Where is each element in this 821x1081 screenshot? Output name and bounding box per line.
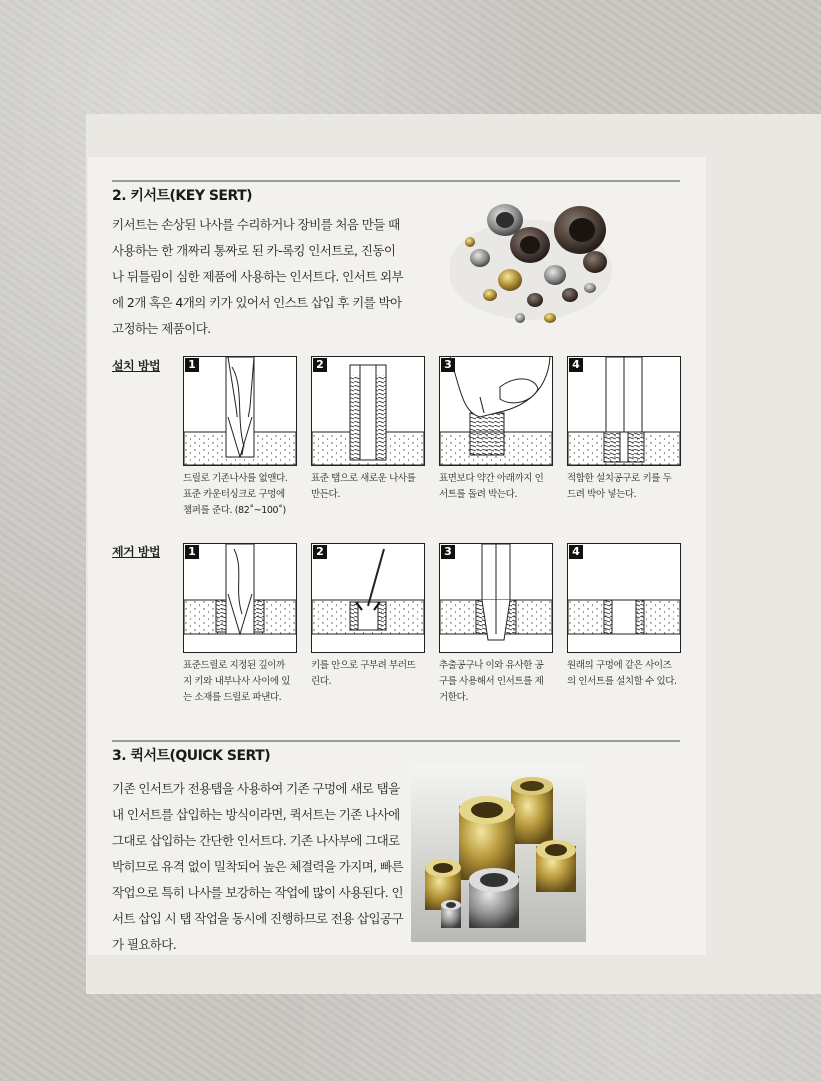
section-paragraph: 키서트는 손상된 나사를 수리하거나 장비를 처음 만들 때 사용하는 한 개짜리 통짜로 된 카-록킹 인서트로, 진동이 나 뒤틀림이 심한 제품에 사용하는 인서트다. 인서트 외부 에 2개 혹은 4개의 키가 있어서 인스트 삽입 후 키를 박아 고정하는 제품이다. xyxy=(112,217,403,336)
install-step-3-caption: 표면보다 약간 아래까지 인 서트를 돌려 박는다. xyxy=(439,473,544,500)
step-number-badge: 1 xyxy=(185,358,199,372)
install-step-2-caption: 표준 탭으로 새로운 나사를 만든다. xyxy=(311,473,416,500)
install-step-2-figure xyxy=(311,356,425,466)
section-divider xyxy=(112,180,680,182)
removal-step-4-figure xyxy=(567,543,681,653)
removal-step-2-figure xyxy=(311,543,425,653)
step-number-badge: 1 xyxy=(185,545,199,559)
removal-step-1-figure xyxy=(183,543,297,653)
install-step-4-figure xyxy=(567,356,681,466)
install-step-3-figure xyxy=(439,356,553,466)
section-heading: 2. 키서트(KEY SERT) xyxy=(112,188,253,204)
removal-step-1-caption: 표준드릴로 지정된 깊이까 지 키와 내부나사 사이에 있 는 소재를 드릴로 파낸다. xyxy=(183,660,291,703)
step-number-badge: 2 xyxy=(313,545,327,559)
section-divider xyxy=(112,740,680,742)
step-number-badge: 4 xyxy=(569,545,583,559)
removal-step-3-caption: 추출공구나 이와 유사한 공 구를 사용해서 인서트를 제 거한다. xyxy=(439,660,544,703)
removal-step-3-figure xyxy=(439,543,553,653)
removal-label: 제거 방법 xyxy=(112,545,161,559)
quick-insert-photo xyxy=(411,766,586,942)
section-heading: 3. 퀵서트(QUICK SERT) xyxy=(112,748,271,764)
install-step-4-caption: 적합한 설치공구로 키를 두 드려 박아 넣는다. xyxy=(567,473,672,500)
step-number-badge: 3 xyxy=(441,358,455,372)
step-number-badge: 3 xyxy=(441,545,455,559)
key-insert-photo xyxy=(450,190,620,335)
step-number-badge: 2 xyxy=(313,358,327,372)
install-step-1-figure xyxy=(183,356,297,466)
install-step-1-caption: 드릴로 기존나사를 없앤다. 표준 카운터싱크로 구멍에 챔퍼를 준다. (82˚~100˚) xyxy=(183,473,288,516)
removal-step-2-caption: 키를 안으로 구부려 부러뜨 린다. xyxy=(311,660,416,687)
install-label: 설치 방법 xyxy=(112,359,161,373)
removal-step-4-caption: 원래의 구멍에 같은 사이즈 의 인서트를 설치할 수 있다. xyxy=(567,660,677,687)
section-paragraph: 기존 인서트가 전용탭을 사용하여 기존 구멍에 새로 탭을 내 인서트를 삽입하는 방식이라면, 퀵서트는 기존 나사에 그대로 삽입하는 간단한 인서트다. 기존 나사부에 그대로 박히므로 유격 없이 밀착되어 높은 체결력을 가지며, 빠른 작업으로 특히 나사를 보강하는 작업에 많이 사용된다. 인 서트 삽입 시 탭 작업을 동시에 진행하므로 전용 삽입공구 가 필요하다. xyxy=(112,781,403,952)
step-number-badge: 4 xyxy=(569,358,583,372)
